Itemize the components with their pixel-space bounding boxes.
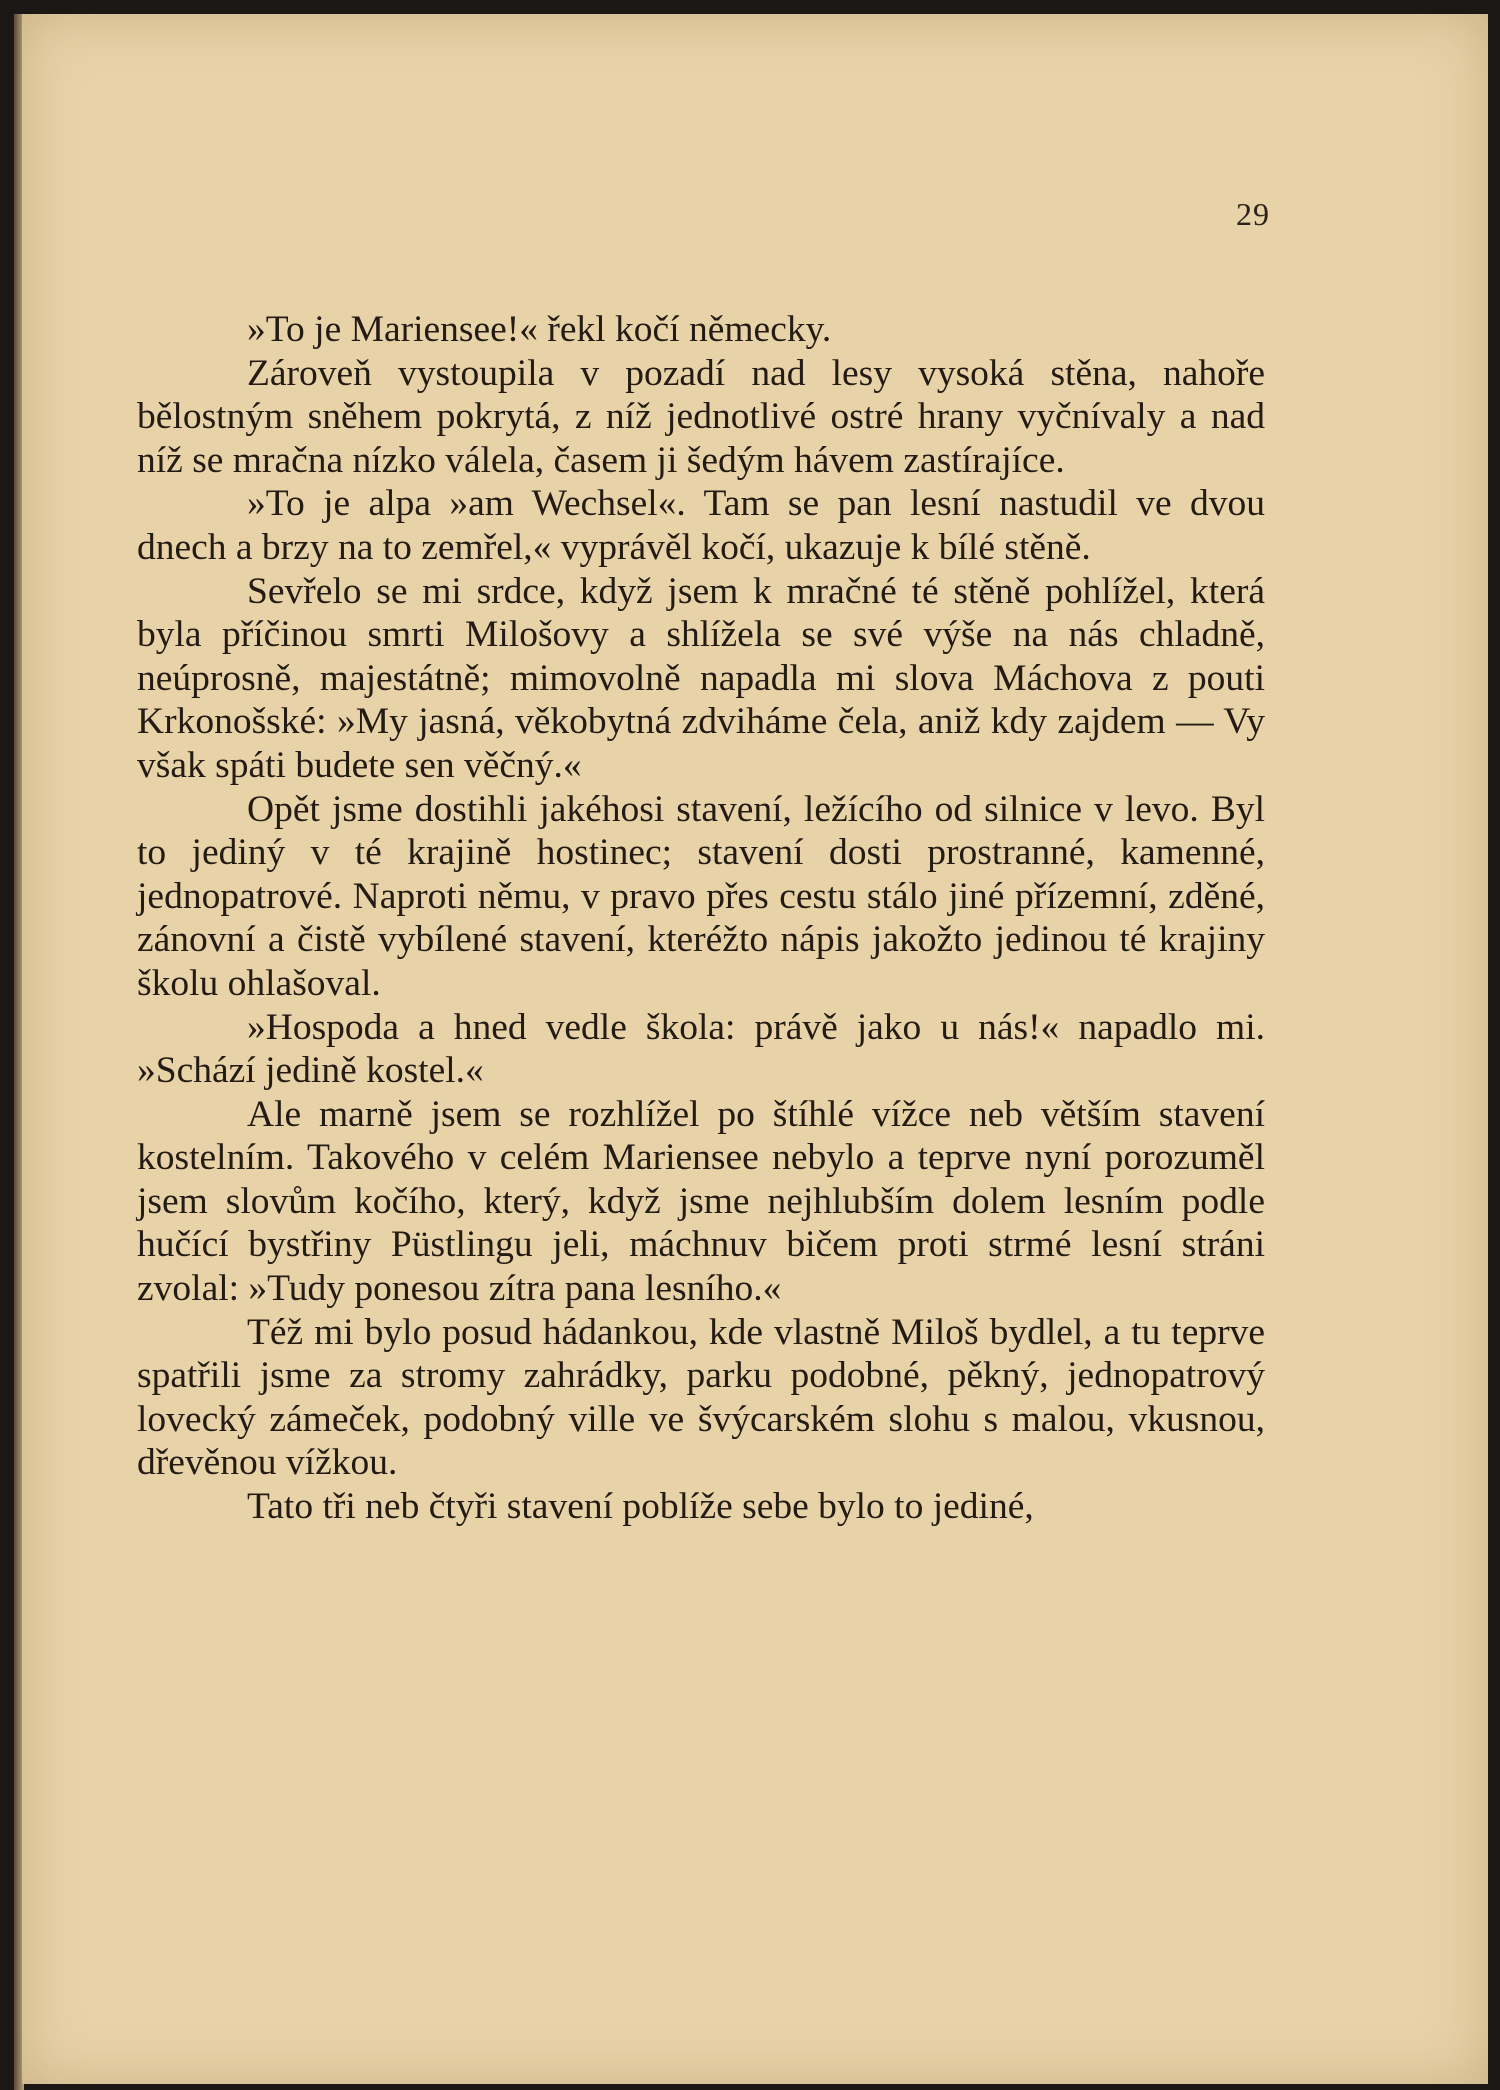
book-page bbox=[22, 14, 1488, 2084]
paragraph: Opět jsme dostihli jakéhosi stavení, ležícího od silnice v levo. Byl to jediný v té krajině hostinec; stavení dosti prostranné, kamenné, jednopatrové. Naproti němu, v pravo přes cestu stálo jiné přízemní, zděné, zánovní a čistě vybílené stavení, kteréžto nápis jakožto jedinou té krajiny školu ohlašoval. bbox=[137, 788, 1265, 1004]
paragraph: Tato tři neb čtyři stavení poblíže sebe bylo to jediné, bbox=[247, 1486, 1034, 1528]
paragraph: »Hospoda a hned vedle škola: právě jako u nás!« napadlo mi. »Schází jedině kostel.« bbox=[137, 1006, 1265, 1092]
paragraph: »To je Mariensee!« řekl kočí německy. bbox=[247, 309, 832, 350]
paragraph: Zároveň vystoupila v pozadí nad lesy vysoká stěna, nahoře bělostným sněhem pokrytá, z níž jednotlivé ostré hrany vyčnívaly a nad níž se mračna nízko válela, časem ji šedým hávem zastírajíce. bbox=[137, 352, 1265, 481]
page-text bbox=[137, 308, 1265, 1529]
paragraph: »To je alpa »am Wechsel«. Tam se pan lesní nastudil ve dvou dnech a brzy na to zemřel,« vyprávěl kočí, ukazuje k bílé stěně. bbox=[137, 483, 1265, 568]
page-number: 29 bbox=[1236, 196, 1270, 232]
paragraph: Ale marně jsem se rozhlížel po štíhlé vížce neb větším stavení kostelním. Takového v celém Mariensee nebylo a teprve nyní porozuměl jsem slovům kočího, který, když jsme nejhlubším dolem lesním podle hučící bystřiny Püstlingu jeli, máchnuv bičem proti strmé lesní stráni zvolal: »Tudy ponesou zítra pana lesního.« bbox=[137, 1093, 1265, 1310]
paragraph: Též mi bylo posud hádankou, kde vlastně Miloš bydlel, a tu teprve spatřili jsme za stromy zahrádky, parku podobné, pěkný, jednopatrový lovecký zámeček, podobný ville ve švýcarském slohu s malou, vkusnou, dřevěnou vížkou. bbox=[137, 1311, 1265, 1484]
paragraph: Sevřelo se mi srdce, když jsem k mračné té stěně pohlížel, která byla příčinou smrti Milošovy a shlížela se své výše na nás chladně, neúprosně, majestátně; mimovolně napadla mi slova Máchova z pouti Krkonošské: »My jasná, věkobytná zdviháme čela, aniž kdy zajdem — Vy však spáti budete sen věčný.« bbox=[137, 570, 1265, 786]
